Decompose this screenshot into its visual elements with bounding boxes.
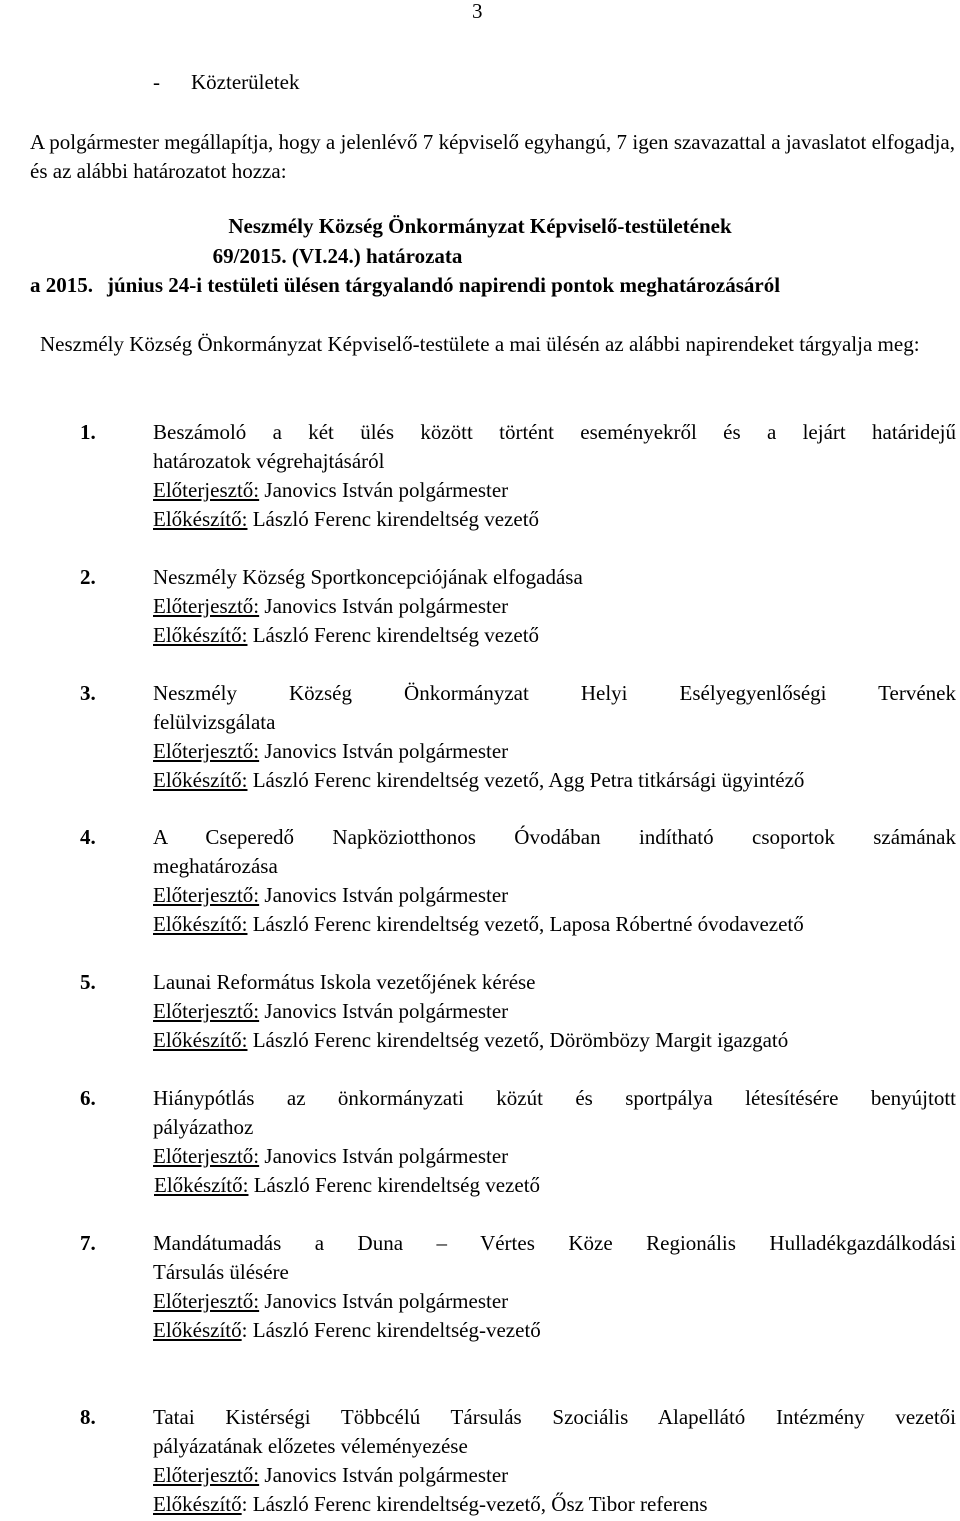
agenda-item-number: 8. (80, 1405, 96, 1429)
presenter-line (153, 1287, 956, 1316)
agenda-item (80, 1084, 956, 1200)
agenda-item-number: 4. (80, 825, 96, 849)
intro-paragraph: A polgármester megállapítja, hogy a jelenlévő 7 képviselő egyhangú, 7 igen szavazattal a javaslatot elfogadja, és az alábbi határozatot hozza: (30, 130, 955, 183)
presenter-name: Janovics István polgármester (259, 594, 509, 618)
resolution-subject (30, 271, 780, 300)
preparer-label: Előkészítő: (153, 1028, 248, 1052)
agenda-item-number: 6. (80, 1086, 96, 1110)
preparer-line (153, 505, 956, 534)
presenter-name: Janovics István polgármester (259, 739, 509, 763)
agenda-item-title-cont: határozatok végrehajtásáról (153, 449, 385, 473)
page-number: 3 (472, 0, 483, 23)
preparer-label: Előkészítő: (153, 912, 248, 936)
presenter-line (153, 997, 956, 1026)
presenter-label: Előterjesztő: (153, 999, 260, 1023)
preparer-label: Előkészítő: (153, 507, 248, 531)
agenda-item-number: 2. (80, 565, 96, 589)
preparer-name: László Ferenc kirendeltség vezető (248, 1173, 541, 1197)
presenter-label: Előterjesztő: (153, 739, 260, 763)
presenter-line (153, 592, 956, 621)
preparer-name: : László Ferenc kirendeltség-vezető, Ősz Tibor referens (241, 1492, 708, 1516)
preparer-name: László Ferenc kirendeltség vezető (247, 623, 540, 647)
presenter-label: Előterjesztő: (153, 594, 260, 618)
presenter-name: Janovics István polgármester (259, 1289, 509, 1313)
preparer-line (153, 1490, 956, 1519)
agenda-item (80, 823, 956, 939)
preparer-label: Előkészítő (153, 1318, 242, 1342)
agenda-item-title: Hiánypótlás az önkormányzati közút és sportpálya létesítésére benyújtott (153, 1086, 956, 1110)
presenter-label: Előterjesztő: (153, 1463, 260, 1487)
agenda-item-number: 3. (80, 681, 96, 705)
preparer-label: Előkészítő: (153, 623, 248, 647)
agenda-item (80, 968, 956, 1055)
agenda-item-number: 1. (80, 420, 96, 444)
agenda-topic (153, 68, 299, 97)
preparer-line (153, 1026, 956, 1055)
preparer-name: László Ferenc kirendeltség vezető, Dörömbözy Margit igazgató (247, 1028, 789, 1052)
agenda-item-number: 5. (80, 970, 96, 994)
agenda-item-title: Beszámoló a két ülés között történt eseményekről és a lejárt határidejű (153, 420, 956, 444)
presenter-line (153, 1461, 956, 1490)
preparer-line (153, 621, 956, 650)
presenter-line (153, 476, 956, 505)
resolution-heading-line1: Neszmély Község Önkormányzat Képviselő-testületének (228, 214, 732, 238)
agenda-item-title-cont: pályázathoz (153, 1115, 254, 1139)
presenter-name: Janovics István polgármester (259, 1144, 509, 1168)
agenda-item-title: Neszmély Község Sportkoncepciójának elfogadása (153, 565, 583, 589)
agenda-topic-text: Közterületek (191, 70, 300, 94)
preparer-label: Előkészítő: (154, 1173, 249, 1197)
agenda-item-number: 7. (80, 1231, 96, 1255)
agenda-item-title: A Cseperedő Napköziotthonos Óvodában indítható csoportok számának (153, 825, 956, 849)
presenter-label: Előterjesztő: (153, 478, 260, 502)
dash-bullet: - (153, 70, 160, 94)
agenda-item (80, 1403, 956, 1519)
agenda-item-title-cont: pályázatának előzetes véleményezése (153, 1434, 468, 1458)
resolution-subject-text: június 24-i testületi ülésen tárgyalandó napirendi pontok meghatározásáról (107, 273, 781, 297)
agenda-item (80, 563, 956, 650)
presenter-name: Janovics István polgármester (259, 478, 509, 502)
agenda-item-title-cont: Társulás ülésére (153, 1260, 289, 1284)
preparer-line (153, 766, 956, 795)
resolution-subject-year: a 2015. (30, 273, 93, 297)
agenda-item-title: Mandátumadás a Duna – Vértes Köze Regionális Hulladékgazdálkodási (153, 1231, 956, 1255)
presenter-line (153, 737, 956, 766)
preparer-name: : László Ferenc kirendeltség-vezető (241, 1318, 541, 1342)
presenter-name: Janovics István polgármester (259, 883, 509, 907)
resolution-number: 69/2015. (VI.24.) határozata (212, 244, 463, 268)
preparer-line (153, 1171, 956, 1200)
agenda-item-title-cont: felülvizsgálata (153, 710, 276, 734)
agenda-item-title: Launai Református Iskola vezetőjének kérése (153, 970, 536, 994)
preparer-line (153, 1316, 956, 1345)
presenter-name: Janovics István polgármester (259, 1463, 509, 1487)
preparer-label: Előkészítő (153, 1492, 242, 1516)
presenter-label: Előterjesztő: (153, 1289, 260, 1313)
lead-paragraph: Neszmély Község Önkormányzat Képviselő-testülete a mai ülésén az alábbi napirendeket tárgyalja meg: (40, 332, 920, 356)
presenter-line (153, 881, 956, 910)
preparer-name: László Ferenc kirendeltség vezető, Laposa Róbertné óvodavezető (247, 912, 804, 936)
presenter-name: Janovics István polgármester (259, 999, 509, 1023)
agenda-item (80, 1229, 956, 1345)
presenter-line (153, 1142, 956, 1171)
agenda-item (80, 418, 956, 534)
agenda-item-title: Neszmély Község Önkormányzat Helyi Esélyegyenlőségi Tervének (153, 681, 956, 705)
agenda-item (80, 679, 956, 795)
preparer-line (153, 910, 956, 939)
agenda-item-title: Tatai Kistérségi Többcélú Társulás Szociális Alapellátó Intézmény vezetői (153, 1405, 956, 1429)
preparer-name: László Ferenc kirendeltség vezető, Agg Petra titkársági ügyintéző (247, 768, 805, 792)
preparer-name: László Ferenc kirendeltség vezető (247, 507, 540, 531)
preparer-label: Előkészítő: (153, 768, 248, 792)
presenter-label: Előterjesztő: (153, 883, 260, 907)
presenter-label: Előterjesztő: (153, 1144, 260, 1168)
agenda-item-title-cont: meghatározása (153, 854, 278, 878)
